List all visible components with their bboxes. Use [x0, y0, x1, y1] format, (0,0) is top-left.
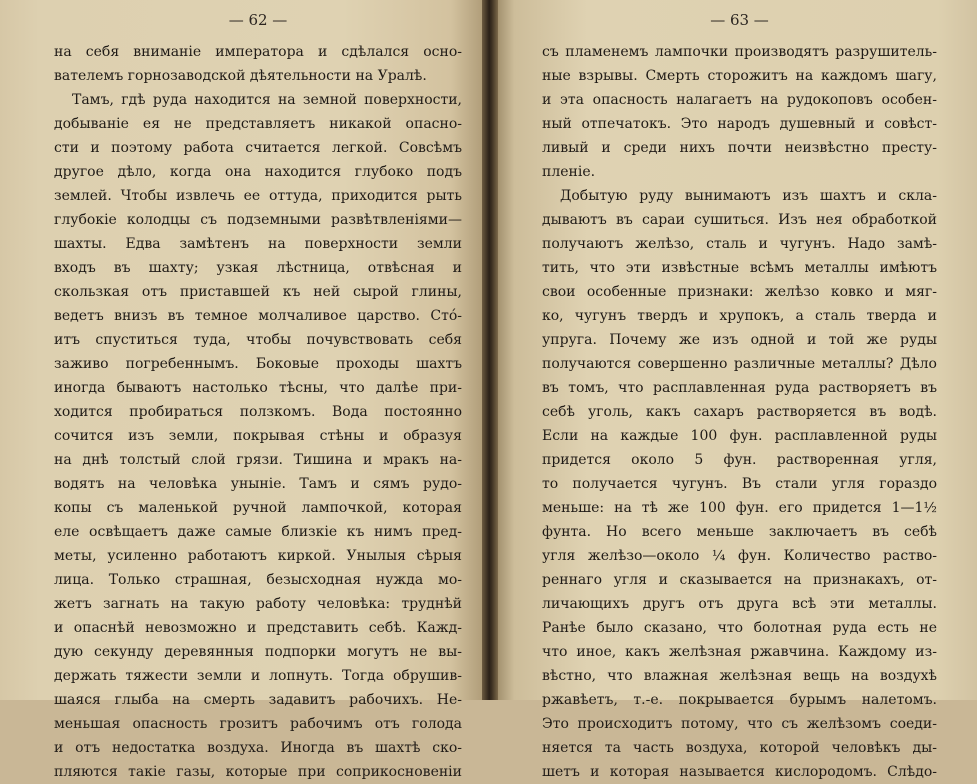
- text-line: и опаснѣй невозможно и представить себѣ. Кажд-: [54, 620, 462, 636]
- text-line: держать тяжести земли и лопнуть. Тогда обрушив-: [54, 668, 462, 684]
- text-line: иногда бываютъ настолько тѣсны, что далѣе при-: [54, 380, 462, 396]
- text-line: реннаго угля и сказывается на признакахъ, от-: [542, 572, 937, 588]
- text-line: входъ въ шахту; узкая лѣстница, отвѣсная и: [54, 260, 462, 276]
- right-page-text: [542, 40, 937, 784]
- text-line: лица. Только страшная, безысходная нужда мо-: [54, 572, 462, 588]
- text-line: на днѣ толстый слой грязи. Тишина и мракъ на-: [54, 452, 462, 468]
- text-line: придется около 5 фун. растворенная угля,: [542, 452, 937, 468]
- right-page: [490, 0, 977, 780]
- text-line: ходится пробираться ползкомъ. Вода постоянно: [54, 404, 462, 420]
- text-line: Ранѣе было сказано, что болотная руда есть не: [542, 620, 937, 636]
- text-line: то получается чугунъ. Въ стали угля гораздо: [542, 476, 937, 492]
- text-line: упруга. Почему же изъ одной и той же руды: [542, 332, 937, 348]
- left-page-text: [54, 40, 462, 784]
- text-line: другое дѣло, когда она находится глубоко подъ: [54, 164, 462, 180]
- text-line: ный отпечатокъ. Это народъ душевный и совѣст-: [542, 116, 937, 132]
- text-line: что иное, какъ желѣзная ржавчина. Каждому из-: [542, 644, 937, 660]
- text-line: ржавѣетъ, т.-е. покрывается бурымъ налетомъ.: [542, 692, 937, 708]
- text-line: получаютъ желѣзо, сталь и чугунъ. Надо замѣ-: [542, 236, 937, 252]
- text-line: вѣстно, что влажная желѣзная вещь на воздухѣ: [542, 668, 937, 684]
- page-number-left: — 62 —: [228, 11, 288, 29]
- text-line: глубокіе колодцы съ подземными развѣтвленіями—: [54, 212, 462, 228]
- text-line: еле освѣщаетъ даже самые близкіе къ нимъ пред-: [54, 524, 462, 540]
- text-line: тить, что эти извѣстные всѣмъ металлы имѣютъ: [542, 260, 937, 276]
- text-line: себѣ уголь, какъ сахаръ растворяется въ водѣ.: [542, 404, 937, 420]
- text-line: Тамъ, гдѣ руда находится на земной поверхности,: [72, 92, 462, 108]
- text-line: шахты. Едва замѣтенъ на поверхности земли: [54, 236, 462, 252]
- text-line: водятъ на человѣка уныніе. Тамъ и сямъ рудо-: [54, 476, 462, 492]
- page-number-right: — 63 —: [710, 11, 769, 29]
- text-line: въ томъ, что расплавленная руда растворяетъ въ: [542, 380, 937, 396]
- text-line: фунта. Но всего меньше заключаетъ въ себѣ: [542, 524, 937, 540]
- text-line: пленіе.: [542, 164, 596, 180]
- text-line: угля желѣзо—около ¼ фун. Количество раство-: [542, 548, 937, 564]
- text-line: меньше: на тѣ же 100 фун. его придется 1—1½: [542, 500, 937, 516]
- text-line: меньшая опасность грозитъ рабочимъ отъ голода: [54, 716, 462, 732]
- book-gutter: [482, 0, 498, 700]
- text-line: няется та часть воздуха, которой человѣкъ ды-: [542, 740, 937, 756]
- text-line: пляются такіе газы, которые при соприкосновеніи: [54, 764, 462, 780]
- text-line: ко, чугунъ твердъ и хрупокъ, а сталь тверда и: [542, 308, 937, 324]
- text-line: добываніе ея не представляетъ никакой опасно-: [54, 116, 462, 132]
- text-line: итъ спуститься туда, чтобы почувствовать себя: [54, 332, 462, 348]
- text-line: дую секунду деревянныя подпорки могутъ не вы-: [54, 644, 462, 660]
- text-line: свои особенные признаки: желѣзо ковко и мяг-: [542, 284, 937, 300]
- text-line: и отъ недостатка воздуха. Иногда въ шахтѣ ско-: [54, 740, 462, 756]
- text-line: шетъ и которая называется кислородомъ. Слѣдо-: [542, 764, 937, 780]
- left-page: [0, 0, 490, 780]
- text-line: сти и поэтому работа считается легкой. Совсѣмъ: [54, 140, 462, 156]
- text-line: на себя вниманіе императора и сдѣлался осно-: [54, 44, 462, 60]
- text-line: землей. Чтобы извлечь ее оттуда, приходится рыть: [54, 188, 462, 204]
- text-line: личающихъ другъ отъ друга всѣ эти металлы.: [542, 596, 937, 612]
- text-line: Это происходитъ потому, что съ желѣзомъ соеди-: [542, 716, 937, 732]
- text-line: Если на каждые 100 фун. расплавленной руды: [542, 428, 937, 444]
- text-line: скользкая отъ приставшей къ ней сырой глины,: [54, 284, 462, 300]
- text-line: шаяся глыба на смерть задавитъ рабочихъ. Не-: [54, 692, 462, 708]
- text-line: ные взрывы. Смерть сторожитъ на каждомъ шагу,: [542, 68, 937, 84]
- text-line: вателемъ горнозаводской дѣятельности на Уралѣ.: [54, 68, 427, 84]
- text-line: ведетъ внизъ въ темное молчаливое царство. Стó-: [54, 308, 462, 324]
- text-line: заживо погребеннымъ. Боковые проходы шахтъ: [54, 356, 462, 372]
- text-line: меты, усиленно работаютъ киркой. Унылыя сѣрыя: [54, 548, 462, 564]
- text-line: съ пламенемъ лампочки производятъ разрушитель-: [542, 44, 937, 60]
- text-line: ливый и среди нихъ почти неизвѣстно престу-: [542, 140, 937, 156]
- text-line: жетъ загнать на такую работу человѣка: труднѣй: [54, 596, 462, 612]
- text-line: получаются совершенно различные металлы? Дѣло: [542, 356, 937, 372]
- text-line: копы съ маленькой ручной лампочкой, которая: [54, 500, 462, 516]
- text-line: дываютъ въ сараи сушиться. Изъ нея обработкой: [542, 212, 937, 228]
- text-line: сочится изъ земли, покрывая стѣны и образуя: [54, 428, 462, 444]
- text-line: Добытую руду вынимаютъ изъ шахтъ и скла-: [560, 188, 937, 204]
- text-line: и эта опасность налагаетъ на рудокоповъ особен-: [542, 92, 937, 108]
